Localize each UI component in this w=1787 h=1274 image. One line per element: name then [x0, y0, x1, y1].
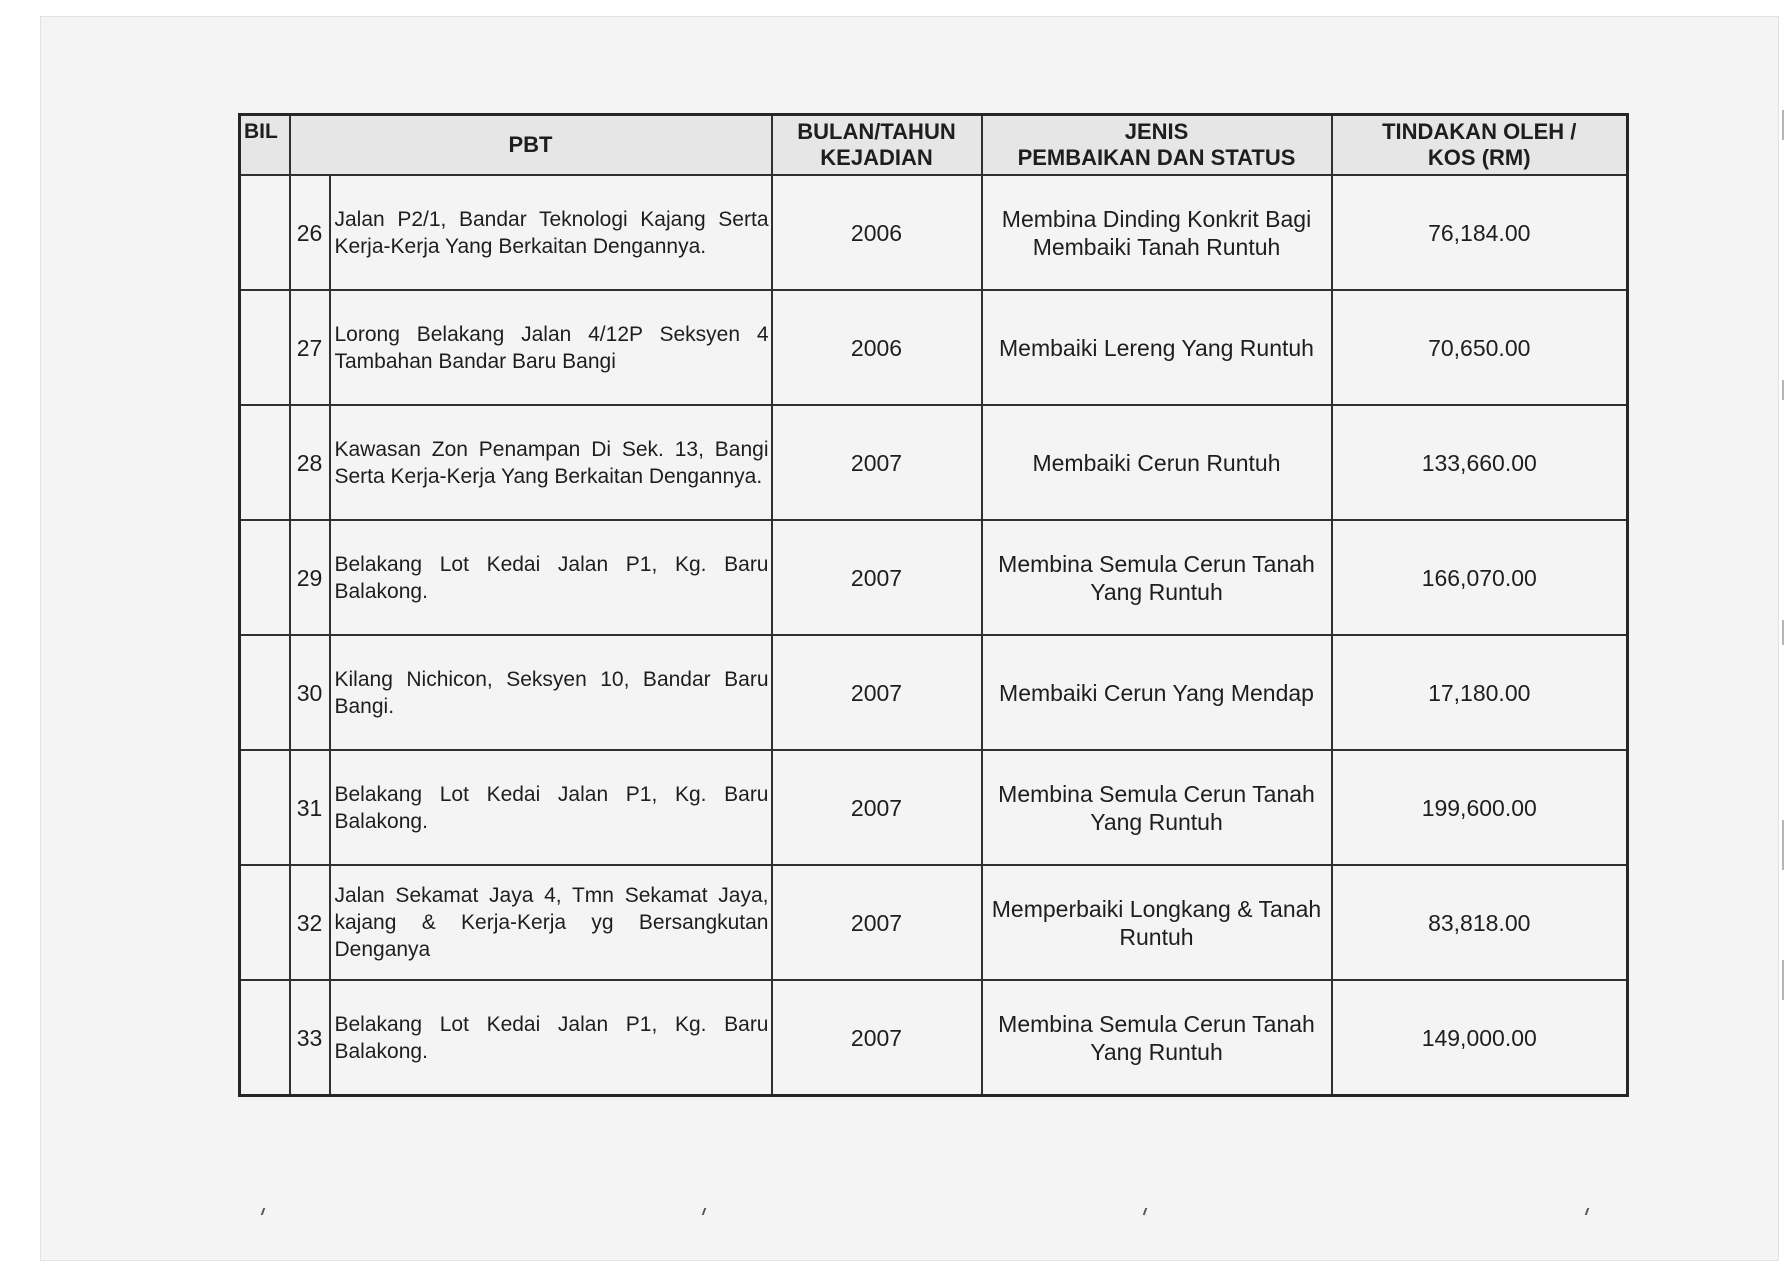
incident-year: 2007 [772, 405, 982, 520]
repair-type: Membina Semula Cerun Tanah Yang Runtuh [982, 750, 1332, 865]
incident-year: 2007 [772, 980, 982, 1096]
scan-edge-mark [1782, 110, 1784, 140]
header-bil: BIL [240, 115, 290, 176]
bil-cell [240, 520, 290, 635]
header-tindakan-line1: TINDAKAN OLEH / [1382, 119, 1577, 144]
header-bulan-tahun-line1: BULAN/TAHUN [797, 119, 956, 144]
repair-type: Memperbaiki Longkang & Tanah Runtuh [982, 865, 1332, 980]
repair-type: Membina Semula Cerun Tanah Yang Runtuh [982, 980, 1332, 1096]
repair-type: Membina Dinding Konkrit Bagi Membaiki Tanah Runtuh [982, 175, 1332, 290]
header-jenis-line2: PEMBAIKAN DAN STATUS [1017, 145, 1296, 170]
scan-edge-mark [1782, 380, 1784, 400]
table-row [240, 635, 1628, 750]
header-bulan-tahun [772, 115, 982, 176]
row-number: 26 [290, 175, 330, 290]
scan-edge-mark [1782, 620, 1784, 645]
bil-cell [240, 405, 290, 520]
pbt-location: Jalan Sekamat Jaya 4, Tmn Sekamat Jaya, kajang & Kerja-Kerja yg Bersangkutan Denganya [330, 865, 772, 980]
table-row [240, 750, 1628, 865]
cost: 199,600.00 [1332, 750, 1628, 865]
row-number: 29 [290, 520, 330, 635]
bil-cell [240, 175, 290, 290]
header-jenis [982, 115, 1332, 176]
pbt-location: Kilang Nichicon, Seksyen 10, Bandar Baru Bangi. [330, 635, 772, 750]
repair-type: Membaiki Cerun Yang Mendap [982, 635, 1332, 750]
row-number: 32 [290, 865, 330, 980]
cost: 166,070.00 [1332, 520, 1628, 635]
row-number: 27 [290, 290, 330, 405]
bil-cell [240, 865, 290, 980]
incident-year: 2007 [772, 865, 982, 980]
table-row [240, 865, 1628, 980]
cost: 133,660.00 [1332, 405, 1628, 520]
incident-year: 2007 [772, 750, 982, 865]
bil-cell [240, 980, 290, 1096]
header-bulan-tahun-line2: KEJADIAN [820, 145, 933, 170]
incident-year: 2007 [772, 520, 982, 635]
incident-year: 2006 [772, 290, 982, 405]
pbt-location: Kawasan Zon Penampan Di Sek. 13, Bangi Serta Kerja-Kerja Yang Berkaitan Dengannya. [330, 405, 772, 520]
pbt-location: Belakang Lot Kedai Jalan P1, Kg. Baru Balakong. [330, 750, 772, 865]
header-tindakan [1332, 115, 1628, 176]
repair-works-table [238, 113, 1629, 1097]
row-number: 31 [290, 750, 330, 865]
scan-edge-mark [1782, 820, 1784, 870]
bil-cell [240, 750, 290, 865]
repair-type: Membaiki Lereng Yang Runtuh [982, 290, 1332, 405]
row-number: 33 [290, 980, 330, 1096]
table-header-row [240, 115, 1628, 176]
pbt-location: Lorong Belakang Jalan 4/12P Seksyen 4 Tambahan Bandar Baru Bangi [330, 290, 772, 405]
row-number: 28 [290, 405, 330, 520]
bil-cell [240, 290, 290, 405]
cost: 76,184.00 [1332, 175, 1628, 290]
repair-type: Membaiki Cerun Runtuh [982, 405, 1332, 520]
cost: 149,000.00 [1332, 980, 1628, 1096]
incident-year: 2007 [772, 635, 982, 750]
repair-type: Membina Semula Cerun Tanah Yang Runtuh [982, 520, 1332, 635]
cost: 17,180.00 [1332, 635, 1628, 750]
cost: 70,650.00 [1332, 290, 1628, 405]
incident-year: 2006 [772, 175, 982, 290]
table-row [240, 175, 1628, 290]
header-tindakan-line2: KOS (RM) [1427, 145, 1531, 170]
header-jenis-line1: JENIS [1124, 119, 1189, 144]
table-row [240, 520, 1628, 635]
table-row [240, 290, 1628, 405]
bil-cell [240, 635, 290, 750]
header-pbt: PBT [290, 115, 772, 176]
pbt-location: Jalan P2/1, Bandar Teknologi Kajang Serta Kerja-Kerja Yang Berkaitan Dengannya. [330, 175, 772, 290]
table-row [240, 405, 1628, 520]
table-row [240, 980, 1628, 1096]
scan-edge-mark [1782, 960, 1784, 1000]
pbt-location: Belakang Lot Kedai Jalan P1, Kg. Baru Balakong. [330, 520, 772, 635]
row-number: 30 [290, 635, 330, 750]
cost: 83,818.00 [1332, 865, 1628, 980]
pbt-location: Belakang Lot Kedai Jalan P1, Kg. Baru Balakong. [330, 980, 772, 1096]
